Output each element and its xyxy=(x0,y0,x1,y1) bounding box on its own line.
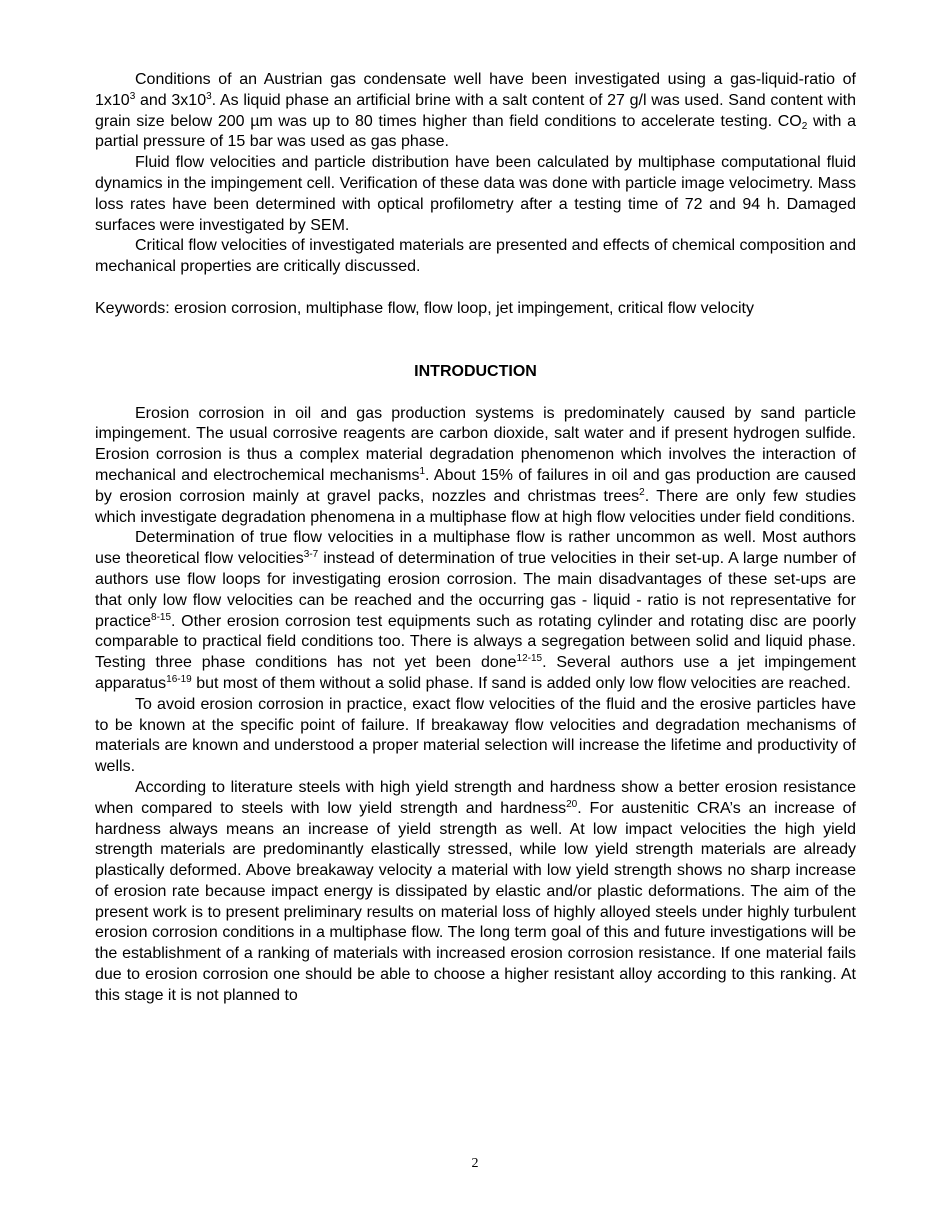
superscript-reference: 2 xyxy=(639,486,645,498)
introduction-paragraph-2: Determination of true flow velocities in a multiphase flow is rather uncommon as well. Most authors use theoretical flow velocities$^{3-7}$ instead of determination of true velocities in their set-up. A large number of authors use flow loops for investigating erosion corrosion. The main disadvantages of these set-ups are that only low flow velocities can be reached and the occurring gas - liquid - ratio is not representative for practice$^{8-15}$. Other erosion corrosion test equipments such as rotating cylinder and rotating disc are poorly comparable to practical field conditions too. There is always a segregation between solid and liquid phase. Testing three phase conditions has not yet been done$^{12-15}$. Several authors use a jet impingement apparatus$^{16-19}$ but most of them without a solid phase. If sand is added only low flow velocities are reached. xyxy=(95,529,857,692)
page-number: 2 xyxy=(471,1156,479,1171)
section-heading-introduction: INTRODUCTION xyxy=(414,362,537,380)
superscript-reference: 3 xyxy=(129,90,136,102)
introduction-paragraph-1: Erosion corrosion in oil and gas production systems is predominately caused by sand particle impingement. The usual corrosive reagents are carbon dioxide, salt water and if present hydrogen sulfide. Erosion corrosion is thus a complex material degradation phenomenon which involves the interaction of mechanical and electrochemical mechanisms$^1$. About 15% of failures in oil and gas production are caused by erosion corrosion mainly at gravel packs, nozzles and christmas trees$^2$. There are only few studies which investigate degradation phenomena in a multiphase flow at high flow velocities under field conditions. xyxy=(95,404,857,526)
abstract-paragraph-1: Conditions of an Austrian gas condensate well have been investigated using a gas-liquid-ratio of $1x10^3$ and $3x10^3$. As liquid phase an artificial brine with a salt content of 27 g/l was used. Sand content with grain size below 200 µm was up to 80 times higher than field conditions to accelerate testing. $CO_2$ with a partial pressure of 15 bar was used as gas phase. xyxy=(95,71,857,151)
subscript: 2 xyxy=(801,120,808,132)
abstract-section xyxy=(95,70,856,278)
superscript-reference: 12-15 xyxy=(516,653,543,665)
superscript-reference: 8-15 xyxy=(151,611,172,623)
introduction-paragraph-4: According to literature steels with high yield strength and hardness show a better erosion resistance when compared to steels with low yield strength and hardness$^{20}$. For austenitic CRA’s an increase of hardness always means an increase of yield strength as well. At low impact velocities the high yield strength materials are predominantly elastically stressed, while low yield strength materials are already plastically deformed. Above breakaway velocity a material with low yield strength shows no sharp increase of erosion rate because impact energy is dissipated by elastic and/or plastic deformations. The aim of the present work is to present preliminary results on material loss of highly alloyed steels under highly turbulent erosion corrosion conditions in a multiphase flow. The long term goal of this and future investigations will be the establishment of a ranking of materials with increased erosion corrosion resistance. If one material fails due to erosion corrosion one should be able to choose a higher resistant alloy according to this ranking. At this stage it is not planned to xyxy=(95,778,856,1004)
abstract-paragraph-2: Fluid flow velocities and particle distribution have been calculated by multiphase computational fluid dynamics in the impingement cell. Verification of these data was done with particle image velocimetry. Mass loss rates have been determined with optical profilometry after a testing time of 72 and 94 h. Damaged surfaces were investigated by SEM. xyxy=(95,154,856,234)
page-body xyxy=(95,70,856,1007)
superscript-reference: 3-7 xyxy=(303,549,319,561)
keywords-line: Keywords: erosion corrosion, multiphase flow, flow loop, jet impingement, critical flow velocity xyxy=(95,299,754,317)
superscript-reference: 20 xyxy=(566,798,578,810)
superscript-reference: 1 xyxy=(419,465,426,477)
abstract-paragraph-3: Critical flow velocities of investigated materials are presented and effects of chemical composition and mechanical properties are critically discussed. xyxy=(95,237,856,276)
superscript-reference: 3 xyxy=(206,90,212,102)
superscript-reference: 16-19 xyxy=(166,673,192,685)
introduction-paragraph-3: To avoid erosion corrosion in practice, exact flow velocities of the fluid and the erosive particles have to be known at the specific point of failure. If breakaway flow velocities and degradation mechanisms of materials are known and understood a proper material selection will increase the lifetime and productivity of wells. xyxy=(95,695,856,776)
introduction-section xyxy=(95,404,856,1007)
